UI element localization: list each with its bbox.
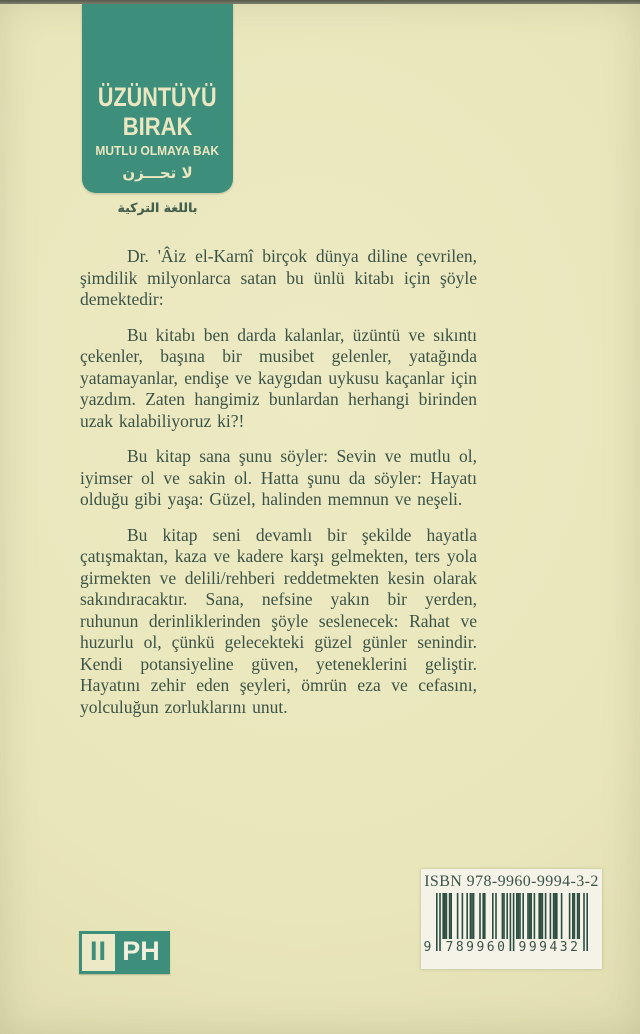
iiph-logo-left-letters: II bbox=[79, 931, 118, 974]
barcode-digits-left: 789960 bbox=[445, 940, 508, 955]
iiph-logo-right-letters: PH bbox=[122, 936, 160, 966]
isbn-number: ISBN 978-9960-9994-3-2 bbox=[424, 873, 599, 890]
publisher-iiph-logo bbox=[79, 931, 170, 974]
arabic-language-note: باللغة التركية bbox=[117, 200, 198, 215]
description-paragraph: Bu kitap seni devamlı bir şekilde hayatla çatışmaktan, kaza ve kadere karşı gelmekten, ters yola girmekten ve delili/rehberi reddetmekten kesin olarak sakındıracaktır. Sana, nefsine yakın bir yerden, ruhunun derinliklerinden şöyle seslenecek: Rahat ve huzurlu ol, çünkü gelecekteki güzel günler senindir. Kendi potansiyeline güven, yeteneklerini geliştir. Hayatını zehir eden şeyleri, ömrün eza ve cefasını, yolculuğun zorluklarını unut. bbox=[80, 524, 477, 717]
book-title-line1: ÜZÜNTÜYÜ bbox=[98, 82, 217, 112]
book-subtitle: MUTLU OLMAYA BAK bbox=[95, 143, 220, 158]
description-paragraph: Dr. 'Âiz el-Karnî birçok dünya diline çevrilen, şimdilik milyonlarca satan bu ünlü kitabı için şöyle demektedir: bbox=[80, 246, 477, 309]
barcode-digit-lead: 9 bbox=[423, 940, 434, 955]
description-paragraph: Bu kitap sana şunu söyler: Sevin ve mutlu ol, iyimser ol ve sakin ol. Hatta şunu da söyler: Hayatı olduğu gibi yaşa: Güzel, halinden memnun ve neşeli. bbox=[80, 446, 477, 509]
arabic-title: لا تحـــزن bbox=[122, 164, 193, 182]
isbn-panel bbox=[421, 869, 602, 969]
title-badge bbox=[82, 4, 233, 193]
book-title-line2: BIRAK bbox=[122, 113, 193, 141]
book-description bbox=[80, 246, 477, 732]
description-paragraph: Bu kitabı ben darda kalanlar, üzüntü ve sıkıntı çekenler, başına bir musibet gelenler, yatağında yatamayanlar, endişe ve kaygıdan uykusu kaçanlar için yazdım. Zaten hangimiz bunlardan herhangi birinden uzak kalabiliyoruz ki?! bbox=[80, 324, 477, 431]
barcode-digits-right: 999432 bbox=[518, 940, 581, 955]
barcode bbox=[423, 893, 588, 965]
